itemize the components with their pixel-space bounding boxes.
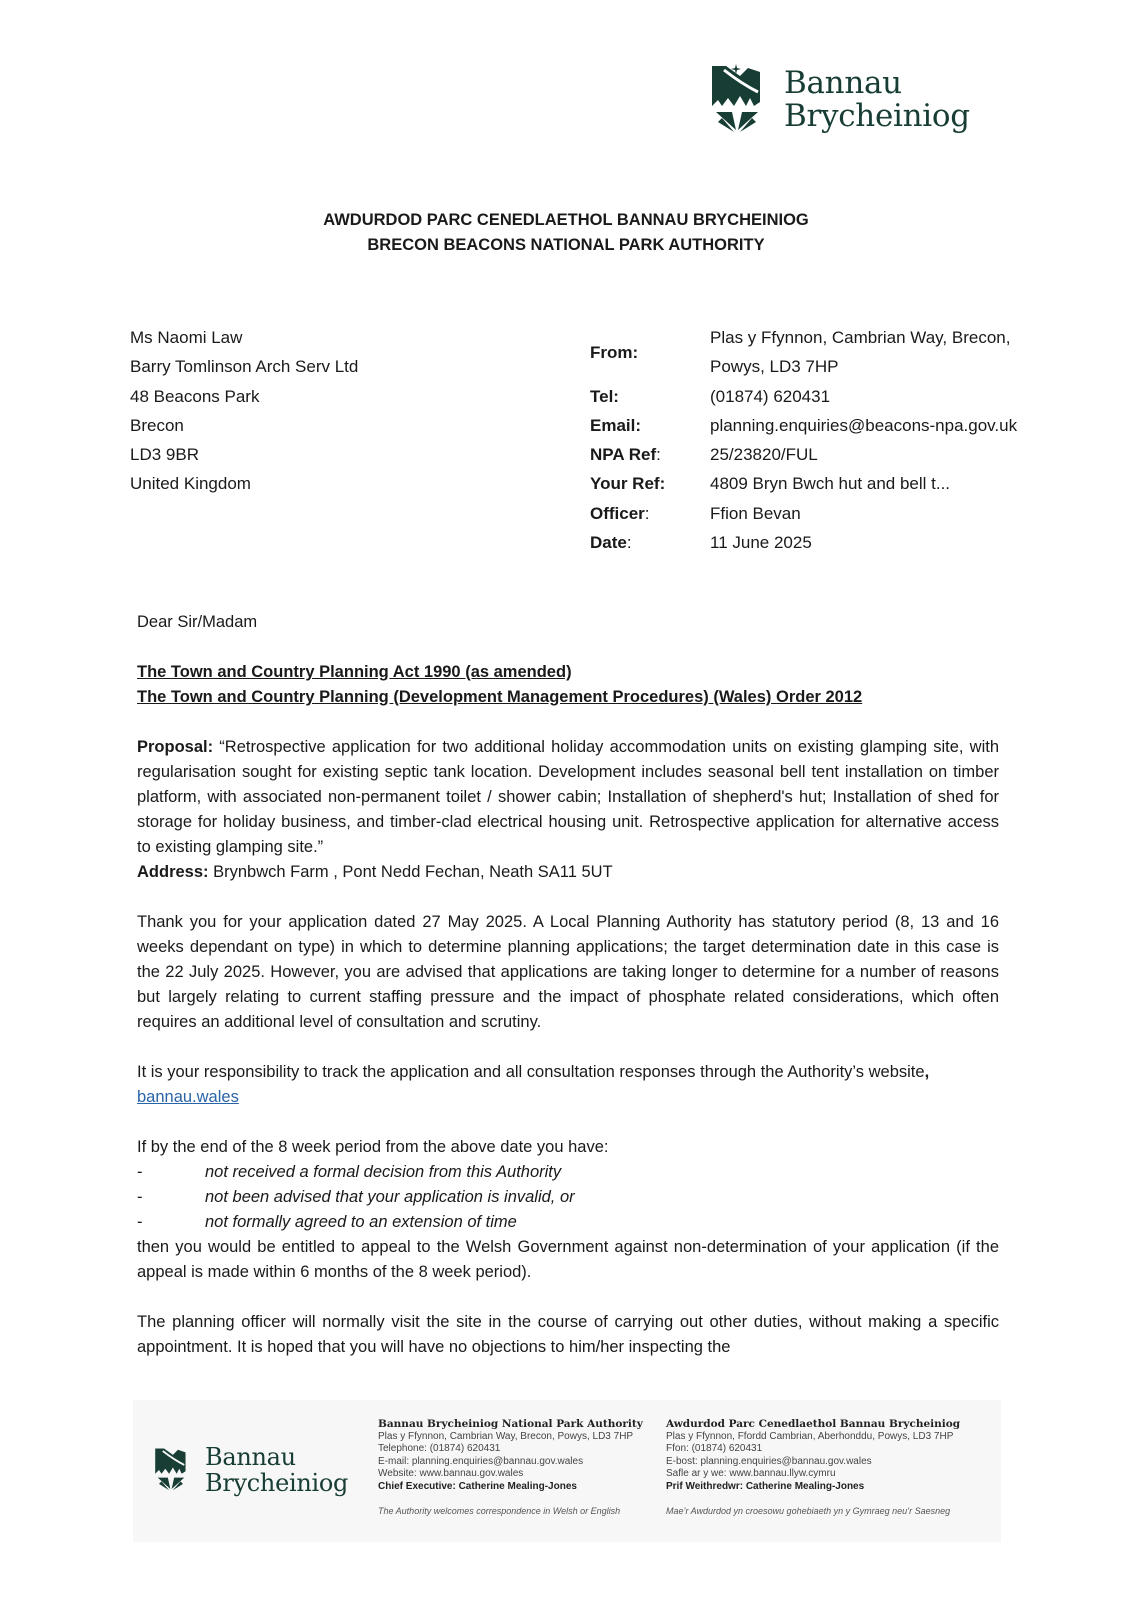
officer-label xyxy=(590,499,710,528)
footer-address: Plas y Ffynnon, Ffordd Cambrian, Aberhonddu, Powys, LD3 7HP xyxy=(666,1430,954,1442)
meta-tel xyxy=(590,382,1070,411)
recipient-line: Ms Naomi Law xyxy=(130,328,243,347)
brand-line-2: Brycheiniog xyxy=(784,98,970,134)
site-visit-paragraph: The planning officer will normally visit the site in the course of carrying out other duties, without making a specific appointment. It is hoped that you will have no objections to him/her inspecting the xyxy=(137,1313,999,1356)
footer-chief-executive: Chief Executive: Catherine Mealing-Jones xyxy=(378,1480,577,1492)
proposal-label: Proposal: xyxy=(137,738,214,756)
list-item xyxy=(137,1185,999,1210)
colon: : xyxy=(626,533,632,553)
brand-logo xyxy=(712,62,970,138)
brand-line-1: Bannau xyxy=(784,65,902,101)
brand-wordmark xyxy=(784,67,970,133)
meta-from xyxy=(590,323,1070,382)
footer-website: Safle ar y we: www.bannau.llyw.cymru xyxy=(666,1468,836,1480)
colon: : xyxy=(644,503,650,523)
letter-meta xyxy=(590,323,1070,557)
recipient-line: 48 Beacons Park xyxy=(130,386,260,406)
date-value: 11 June 2025 xyxy=(710,533,812,553)
email-value: planning.enquiries@beacons-npa.gov.uk xyxy=(710,415,1018,435)
your-ref-value: 4809 Bryn Bwch hut and bell t... xyxy=(710,474,951,494)
appeal-outro: then you would be entitled to appeal to the Welsh Government against non-determination of your application (if the appeal is made within 6 months of the 8 week period). xyxy=(137,1238,999,1281)
salutation: Dear Sir/Madam xyxy=(137,613,258,631)
meta-npa-ref xyxy=(590,440,1070,469)
recipient-line: Brecon xyxy=(130,415,184,435)
bullet-text: not formally agreed to an extension of time xyxy=(205,1213,517,1231)
act-title-1: The Town and Country Planning Act 1990 (as amended) xyxy=(137,663,572,681)
letterhead-footer xyxy=(133,1400,1001,1542)
address-label: Address: xyxy=(137,863,209,881)
email-label: Email: xyxy=(590,415,642,435)
website-link[interactable]: bannau.wales xyxy=(137,1088,239,1106)
meta-date xyxy=(590,528,1070,557)
date-label-text: Date xyxy=(590,533,627,553)
act-title-2: The Town and Country Planning (Development Management Procedures) (Wales) Order 2012 xyxy=(137,688,863,706)
list-item xyxy=(137,1160,999,1185)
brand-line-1: Bannau xyxy=(205,1443,296,1471)
bullet-text: not received a formal decision from this Authority xyxy=(205,1163,562,1181)
colon: : xyxy=(656,445,661,465)
meta-your-ref xyxy=(590,469,1070,498)
list-item xyxy=(137,1210,999,1235)
application-paragraph: Thank you for your application dated 27 May 2025. A Local Planning Authority has statutory period (8, 13 and 16 weeks dependant on type) in which to determine planning applications; the target determination date in this case is the 22 July 2025. However, you are advised that applications are taking longer to determine for a number of reasons but largely relating to current staffing pressure and the impact of phosphate related considerations, which often requires an additional level of consultation and scrutiny. xyxy=(137,913,999,1031)
npa-ref-value: 25/23820/FUL xyxy=(710,445,818,465)
heading-welsh: AWDURDOD PARC CENEDLAETHOL BANNAU BRYCHEINIOG xyxy=(323,211,809,229)
footer-title: Awdurdod Parc Cenedlaethol Bannau Brycheiniog xyxy=(666,1418,961,1430)
tracking-text: It is your responsibility to track the application and all consultation responses through the Authority’s website xyxy=(137,1063,925,1081)
footer-language-note: The Authority welcomes correspondence in Welsh or English xyxy=(378,1505,621,1516)
from-label: From: xyxy=(590,342,639,362)
letter-body xyxy=(137,610,999,1360)
appeal-intro: If by the end of the 8 week period from the above date you have: xyxy=(137,1138,609,1156)
footer-wordmark xyxy=(205,1444,348,1496)
footer-english xyxy=(378,1418,643,1517)
from-line: Powys, LD3 7HP xyxy=(710,357,839,377)
date-label xyxy=(590,528,710,557)
from-line: Plas y Ffynnon, Cambrian Way, Brecon, xyxy=(710,328,1011,347)
address-paragraph xyxy=(137,860,999,885)
footer-telephone: Telephone: (01874) 620431 xyxy=(378,1443,501,1455)
recipient-address xyxy=(130,323,358,499)
bullet-text: not been advised that your application is invalid, or xyxy=(205,1188,575,1206)
officer-label-text: Officer xyxy=(590,503,645,523)
from-value xyxy=(710,323,1070,382)
footer-title: Bannau Brycheiniog National Park Authority xyxy=(378,1418,643,1430)
park-emblem-icon xyxy=(712,62,762,138)
recipient-line: United Kingdom xyxy=(130,474,251,494)
park-emblem-icon xyxy=(151,1446,191,1494)
officer-value: Ffion Bevan xyxy=(710,503,801,523)
address-text: Brynbwch Farm , Pont Nedd Fechan, Neath SA11 5UT xyxy=(208,863,613,881)
footer-chief-executive: Prif Weithredwr: Catherine Mealing-Jones xyxy=(666,1480,865,1492)
footer-welsh xyxy=(666,1418,960,1517)
meta-officer xyxy=(590,499,1070,528)
proposal-text: “Retrospective application for two additional holiday accommodation units on existing glamping site, with regularisation sought for existing septic tank location. Development includes seasonal bell tent installation on timber platform, with associated non-permanent toilet / shower cabin; Installation of shepherd's hut; Installation of shed for storage for holiday business, and timber-clad electrical housing unit. Retrospective application for alternative access to existing glamping site.” xyxy=(137,738,999,856)
npa-ref-label-text: NPA Ref xyxy=(590,445,657,465)
your-ref-label: Your Ref: xyxy=(590,474,666,494)
meta-email xyxy=(590,411,1070,440)
recipient-line: Barry Tomlinson Arch Serv Ltd xyxy=(130,357,359,377)
footer-email: E-mail: planning.enquiries@bannau.gov.wales xyxy=(378,1455,584,1467)
footer-logo xyxy=(151,1444,348,1496)
footer-address: Plas y Ffynnon, Cambrian Way, Brecon, Powys, LD3 7HP xyxy=(378,1430,634,1442)
recipient-line: LD3 9BR xyxy=(130,445,199,465)
footer-telephone: Ffon: (01874) 620431 xyxy=(666,1443,763,1455)
npa-ref-label xyxy=(590,440,710,469)
tracking-paragraph xyxy=(137,1060,999,1110)
authority-heading xyxy=(0,208,1132,258)
footer-email: E-bost: planning.enquiries@bannau.gov.wales xyxy=(666,1455,872,1467)
tel-value: (01874) 620431 xyxy=(710,386,831,406)
tel-label: Tel: xyxy=(590,386,619,406)
proposal-paragraph xyxy=(137,735,999,860)
footer-language-note: Mae’r Awdurdod yn croesowu gohebiaeth yn y Gymraeg neu’r Saesneg xyxy=(666,1505,951,1516)
footer-website: Website: www.bannau.gov.wales xyxy=(378,1468,524,1480)
heading-english: BRECON BEACONS NATIONAL PARK AUTHORITY xyxy=(367,236,765,254)
bullet-dash: - xyxy=(137,1163,143,1181)
bullet-dash: - xyxy=(137,1213,143,1231)
bullet-dash: - xyxy=(137,1188,143,1206)
comma: , xyxy=(924,1063,930,1081)
brand-line-2: Brycheiniog xyxy=(205,1469,349,1497)
